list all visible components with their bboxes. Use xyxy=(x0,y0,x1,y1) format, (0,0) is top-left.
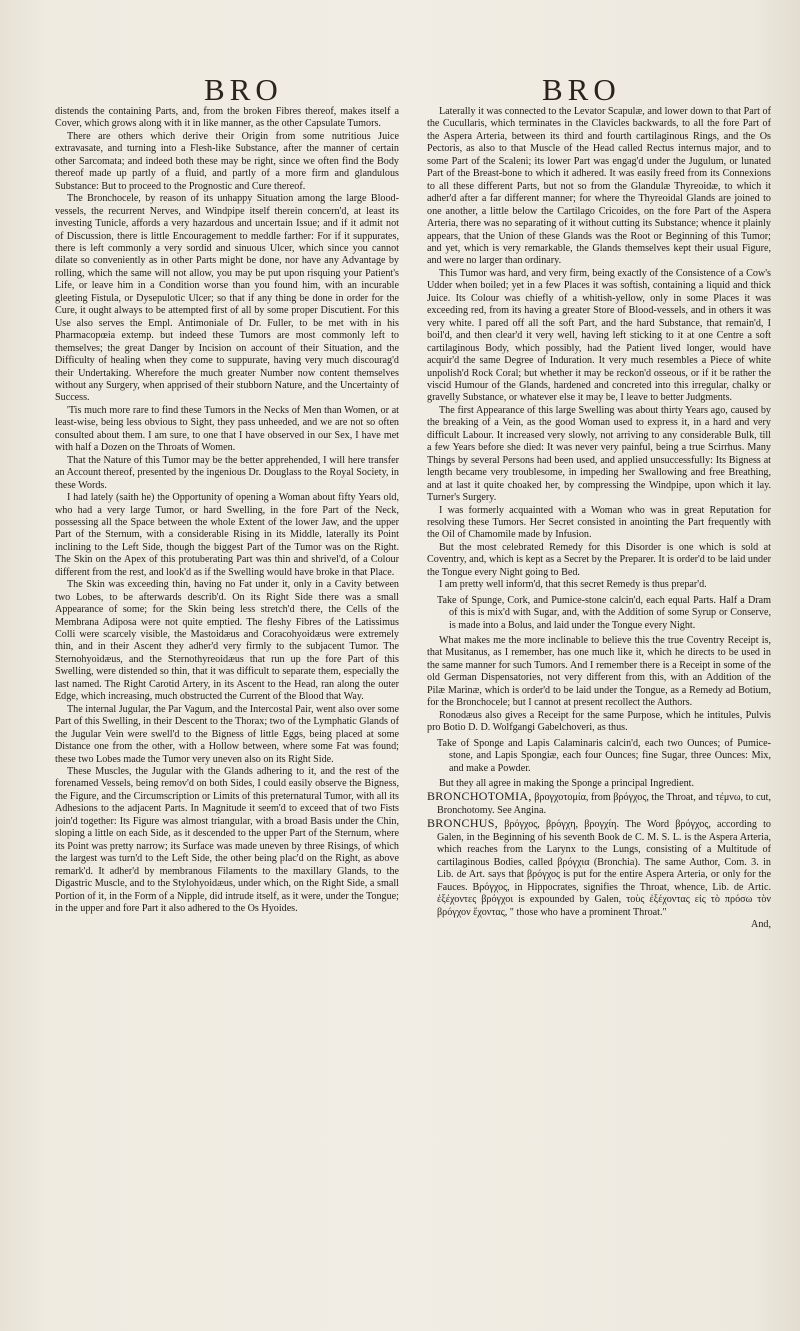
recipe-paragraph: Take of Sponge and Lapis Calaminaris calcin'd, each two Ounces; of Pumice-stone, and Lapis Spongiæ, each four Ounces; fine Sugar, three Ounces: Mix, and make a Powder. xyxy=(437,737,771,774)
paragraph: I had lately (saith he) the Opportunity of opening a Woman about fifty Years old, who had a very large Tumor, or hard Swelling, in the fore Part of the Neck, possessing all the Space between the whole Extent of the lower Jaw, and the upper Part of the Sternum, with a considerable Rising in its Middle, laterally its Point inclining to the Left Side, though the biggest Part of the Tumor was on the Right. The Skin on the Apex of this protuberating Part was thin and shrivel'd, of a Colour different from the rest, and look'd as if the Swelling would have broke in that Place. xyxy=(55,492,399,578)
paragraph: This Tumor was hard, and very firm, being exactly of the Consistence of a Cow's Udder when boiled; yet in a few Places it was softish, containing a liquid and thick Juice. Its Colour was chiefly of a whitish-yellow, only in some Places it was exceeding red, from its having a greater Store of Blood-vessels, and in others it was very white. I pared off all the soft Part, and the hard Substance, that remain'd, I boil'd, and then clear'd it very well, having left sticking to it at one Centre a soft cartilaginous Body, which possibly, had the Patient lived longer, would have acquir'd the same Degree of Induration. It very much resembles a Piece of white unpolish'd Rock Coral; but whether it may be reckon'd osseous, or if it be rather the viscid Humour of the Glands, hardened and concreted into this irregular, chalky or gravelly Substance, or whatever else it may be, I leave to better Judgments. xyxy=(427,267,771,404)
paragraph: What makes me the more inclinable to believe this the true Coventry Receipt is, that Musitanus, as I remember, has one much like it, which he directs to be used in the same manner for such Tumors. And I remember there is a Receipt in some of the old German Dispensatories, not very different from this, with an Addition of the Pilæ Marinæ, which is order'd to be laid under the Tongue, as a Remedy ad Botium, for the Bronchocele; but I cannot at present recollect the Authors. xyxy=(427,635,771,709)
right-text-column xyxy=(427,106,771,1316)
dictionary-entry xyxy=(427,817,771,919)
running-head-right: BRO xyxy=(542,72,621,107)
paragraph: 'Tis much more rare to find these Tumors in the Necks of Men than Women, or at least-wise, being less obvious to Sight, they pass unheeded, and we are not so often consulted about them. I am sure, to one that I have observed in our Sex, I have met with half a Dozen on the Throats of Women. xyxy=(55,404,399,454)
recipe-paragraph: Take of Spunge, Cork, and Pumice-stone calcin'd, each equal Parts. Half a Dram of this is mix'd with Sugar, and, with the Addition of some Syrup or Conserve, is made into a Bolus, and laid under the Tongue every Night. xyxy=(437,594,771,631)
paragraph: The first Appearance of this large Swelling was about thirty Years ago, caused by the breaking of a Vein, as the good Woman used to express it, in a hard and very difficult Labour. It increased very slowly, not arriving to any considerable Bulk, till a few Years before she died: It was never very painful, being a true Scirrhus. Many Things by several Persons had been used, and applied unsuccessfully: Its Bigness at length became very troublesome, in impeding her Swallowing and free Breathing, and at last it quite choaked her, by compressing the Windpipe, upon which it lay. Turner's Surgery. xyxy=(427,404,771,504)
dictionary-entry xyxy=(427,790,771,817)
paragraph: That the Nature of this Tumor may be the better apprehended, I will here transfer an Account thereof, presented by the ingenious Dr. Douglass to the Royal Society, in these Words. xyxy=(55,454,399,491)
paragraph: The Bronchocele, by reason of its unhappy Situation among the large Blood-vessels, the recurrent Nerves, and Windpipe itself therein concern'd, at least its investing Tunicle, affords a very hazardous and uncertain Issue; and if it admit not of Discussion, there is little Encouragement to meddle farther: For if it suppurates, there is left commonly a very sordid and sinuous Ulcer, which since you cannot dilate so conveniently as in other Parts might be done, nor have any Advantage by rolling, which the same will not allow, you may be put upon risquing your Patient's Life, or leave him in a Condition worse than you found him, with an incurable gleeting Fistula, or Dysepulotic Ulcer; so that if any thing be done in order for the Cure, it ought always to be attempted first of all by some proper Discutient. For this Use also serves the Empl. Antimoniale of Dr. Fuller, to be met with in his Pharmacopœia extemp. but indeed these Tumors are most commonly left to themselves; the great Danger by Incision on account of their Situation, and the Difficulty of healing when they come to suppurate, having very much discourag'd their Undertaking. Wherefore the much greater Number now content themselves without any Surgery, when apprised of their stubborn Nature, and the Uncertainty of Success. xyxy=(55,193,399,404)
paragraph: There are others which derive their Origin from some nutritious Juice extravasate, and turning into a Flesh-like Substance, after the manner of certain other Sarcomata; and indeed both these may be right, since we often find the Body thereof made up partly of a fluid, and partly of a more firm and glandulous Substance: But to proceed to the Prognostic and Cure thereof. xyxy=(55,130,399,192)
paragraph: The internal Jugular, the Par Vagum, and the Intercostal Pair, went also over some Part of this Swelling, in their Descent to the Thorax; two of the Lymphatic Glands of the Jugular Vein were swell'd to the Bigness of little Eggs, being placed at some Distance one from the other, with a Hollow between, where some Fat was found; these two Lobes made the Tumor very uneven also on its Right Side. xyxy=(55,703,399,765)
running-head-left: BRO xyxy=(204,72,283,107)
paragraph: These Muscles, the Jugular with the Glands adhering to it, and the rest of the forenamed Vessels, being remov'd on both Sides, I could easily observe the Bigness, the Figure, and the Circumscription or Limits of this preternatural Tumor, with all its Adhesions to the adjacent Parts. In Magnitude it seem'd to exceed that of two Fists join'd together: Its Figure was almost triangular, with a broad Basis under the Chin, sloping a little on each Side, as it descended to the upper Part of the Sternum, where its Point was pretty narrow; its Surface was made uneven by three Risings, of which the largest was turn'd to the Left Side, the other being plac'd on the Right, as above remark'd. It adher'd by membranous Filaments to the maxillary Glands, to the Digastric Muscle, and to the Stylohyoidæus, under which, on the Right Side, a small Portion of it, in the Form of a Nipple, did intrude itself, as it were, under the Tongue; in the upper and fore Part it also adhered to the Os Hyoides. xyxy=(55,766,399,914)
entry-headword: BRONCHOTOMIA, xyxy=(427,789,532,804)
entry-text: βρογχοτομία, from βρόγχος, the Throat, and τέμνω, to cut, Bronchotomy. See Angina. xyxy=(437,792,771,816)
paragraph: Laterally it was connected to the Levator Scapulæ, and lower down to that Part of the Cucullaris, which terminates in the Clavicles backwards, to all the fore Part of the Aspera Arteria, between its third and fourth cartilaginous Rings, and the Os Pectoris, as also to that Muscle of the Head called Rectus internus major, and to some Part of the Scaleni; its lower Part was engag'd under the Jugulum, or lunated Part of the Breast-bone to which it adhered. It was easily freed from its Connexions to all these different Parts, but not so from the Glandulæ Thyreoidæ, to which it adher'd after a far different manner; for where the Thyreoidal Glands are joined to one another, a little below the Cartilago Cricoides, on the fore Part of the Aspera Arteria, there was no separating of it without cutting its Substance; whence it plainly appears, that the Union of these Glands was the Root or Beginning of this Tumor; and yet, which is very remarkable, the Glands themselves kept their usual Figure, and were no larger than ordinary. xyxy=(427,106,771,267)
paragraph: distends the containing Parts, and, from the broken Fibres thereof, makes itself a Cover, which grows along with it in like manner, as the other Capsulate Tumors. xyxy=(55,106,399,130)
paragraph: The Skin was exceeding thin, having no Fat under it, only in a Cavity between two Lobes, to be afterwards describ'd. On its Right Side there was a small Appearance of some; for the Skin being less stretch'd there, the Cells of the Membrana Adiposa were not quite emptied. The fleshy Fibres of the Latissimus Colli were scarcely visible, the Mastoidæus and Coracohyoidæus were extremely thin, and in their Ascent they adher'd very firmly to the subjacent Tumor. The Sternohyoidæus, and the Sternothyreoidæus that run up the fore Part of this Swelling, were distended so thin, that it was difficult to separate them, especially the last named. The Right Carotid Artery, in its Ascent to the Head, ran along the outer Edge, which increasing, much obstructed the Current of the Blood that Way. xyxy=(55,579,399,703)
paragraph: I was formerly acquainted with a Woman who was in great Reputation for resolving these Tumors. Her Secret consisted in anointing the Part frequently with the Oil of Chamomile made by Infusion. xyxy=(427,504,771,541)
left-text-column xyxy=(55,106,399,1316)
entry-text: βρόγχος, βρόγχη, βρογχίη. The Word βρόγχος, according to Galen, in the Beginning of his seventh Book de C. M. S. L. is the Aspera Arteria, which reaches from the Larynx to the Lungs, consisting of a Multitude of cartilaginous Bodies, called βρόγχια (Bronchia). The same Author, Com. 3. in Lib. de Art. says that βρόγχος is put for the entire Aspera Arteria, or only for the Fauces. Βρόγχος, in Hippocrates, signifies the Throat, whence, Lib. de Artic. ἐξέχοντες βρόγχοι is expounded by Galen, τοὺς ἐξέχοντας εἰς τὸ πρόσω τὸν βρόγχον ἔχοντας, " those who have a prominent Throat." xyxy=(437,819,771,918)
paragraph: But they all agree in making the Sponge a principal Ingredient. xyxy=(439,778,695,790)
paragraph: I am pretty well inform'd, that this secret Remedy is thus prepar'd. xyxy=(439,579,707,591)
paragraph: But the most celebrated Remedy for this Disorder is one which is sold at Coventry, and, which is kept as a Secret by the Preparer. It is order'd to be laid under the Tongue every Night going to Bed. xyxy=(427,541,771,578)
entry-headword: BRONCHUS, xyxy=(427,816,499,831)
paragraph: Ronodæus also gives a Receipt for the same Purpose, which he intitules, Pulvis pro Botio D. D. Wolfgangi Gabelchoveri, as thus. xyxy=(427,709,771,734)
catchword: And, xyxy=(751,919,771,930)
